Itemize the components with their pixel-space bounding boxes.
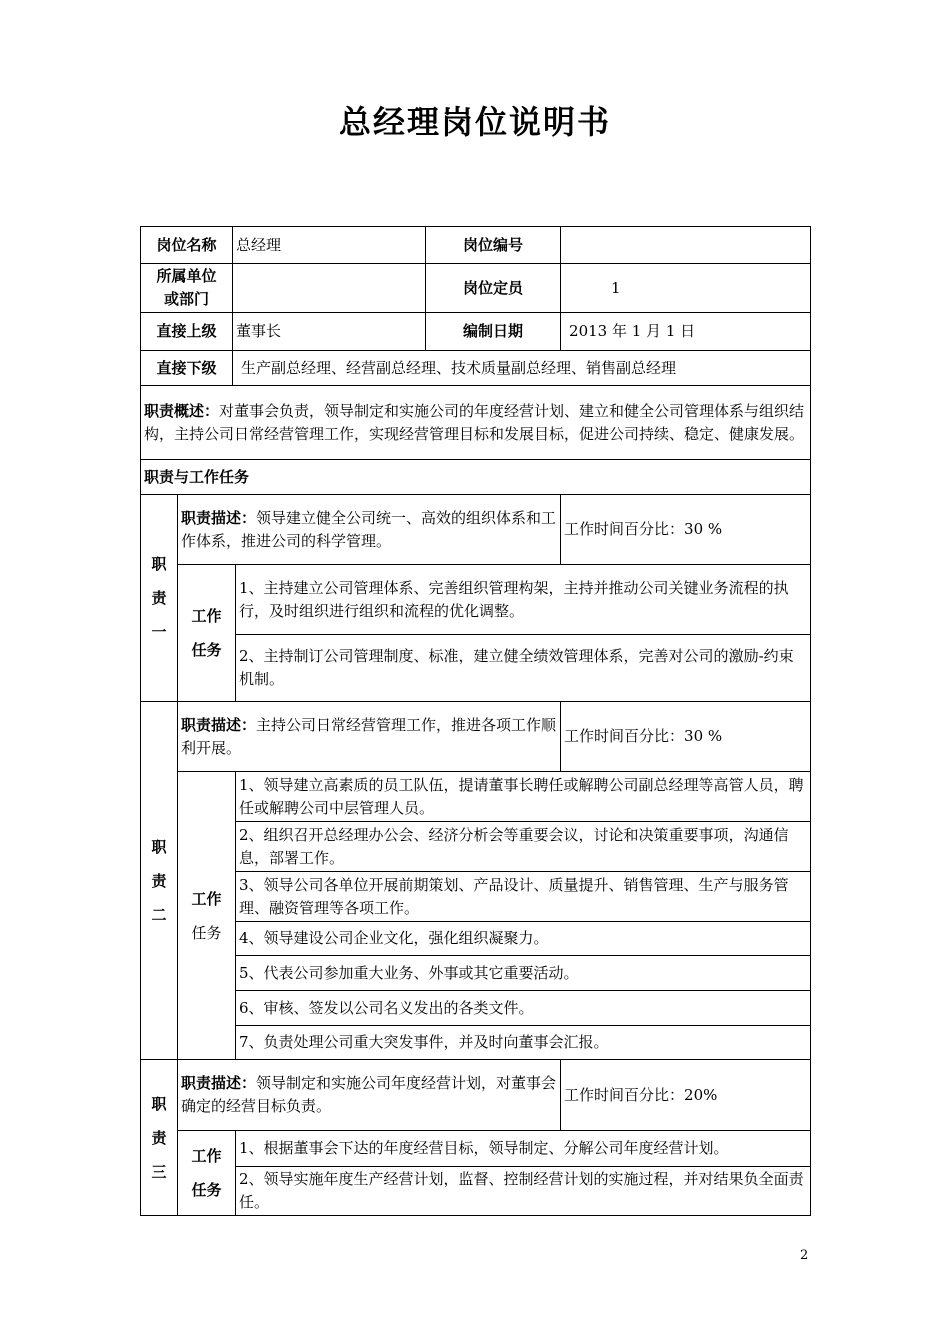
superior-value: 董事长 [233,313,426,351]
duty-1-desc-text: 领导建立健全公司统一、高效的组织体系和工作体系，推进公司的科学管理。 [181,508,557,550]
page-number: 2 [800,1248,809,1263]
duty-2-char: 二 [151,905,167,924]
duty-2-desc-label: 职责描述： [181,715,257,734]
duty-3-desc [178,1060,561,1131]
duty-1-percent: 工作时间百分比：30 % [561,495,811,565]
duty-2-char: 职 [151,837,167,856]
superior-label: 直接上级 [141,313,233,351]
overview-label: 职责概述： [144,401,220,420]
duty-2-task-label-line2: 任务 [191,923,222,942]
duty-3-task-label-line2: 任务 [191,1181,222,1199]
duty-1-char: 责 [151,589,167,607]
tasks-section-header: 职责与工作任务 [141,460,811,495]
duty-3-task-2: 2、领导实施年度生产经营计划，监督、控制经营计划的实施过程，并对结果负全面责任。 [236,1167,811,1216]
duty-3-label [141,1060,178,1216]
overview-cell [141,386,811,460]
duty-2-task-label [178,772,236,1060]
duty-3-percent: 工作时间百分比：20% [561,1060,811,1131]
duty-1-task-label-line2: 任务 [191,641,222,659]
post-name-label: 岗位名称 [141,227,233,264]
date-value: 2013 年 1 月 1 日 [561,313,811,351]
duty-3-task-label-line1: 工作 [191,1147,222,1165]
duty-1-label [141,495,178,702]
post-name-value: 总经理 [233,227,426,264]
duty-1-task-label-line1: 工作 [191,607,222,625]
duty-3-char: 责 [151,1128,167,1147]
duty-2-desc-text: 主持公司日常经营管理工作，推进各项工作顺利开展。 [181,715,557,757]
duty-1-task-label [178,565,236,702]
duty-2-task-1: 1、领导建立高素质的员工队伍，提请董事长聘任或解聘公司副总经理等高管人员，聘任或解聘公司中层管理人员。 [236,772,811,822]
duty-2-task-2: 2、组织召开总经理办公会、经济分析会等重要会议，讨论和决策重要事项，沟通信息，部署工作。 [236,822,811,872]
dept-label-line2: 或部门 [164,290,210,308]
headcount-value: 1 [561,264,811,313]
duty-1-task-1: 1、主持建立公司管理体系、完善组织管理构架，主持并推动公司关键业务流程的执行，及时组织进行组织和流程的优化调整。 [236,565,811,635]
duty-3-task-1: 1、根据董事会下达的年度经营目标，领导制定、分解公司年度经营计划。 [236,1131,811,1167]
duty-1-char: 职 [151,555,167,573]
job-description-table [140,226,811,1216]
duty-3-desc-text: 领导制定和实施公司年度经营计划，对董事会确定的经营目标负责。 [181,1074,557,1115]
duty-2-task-4: 4、领导建设公司企业文化，强化组织凝聚力。 [236,922,811,956]
duty-2-label [141,702,178,1060]
duty-3-task-label [178,1131,236,1216]
duty-2-task-7: 7、负责处理公司重大突发事件，并及时向董事会汇报。 [236,1026,811,1060]
duty-2-task-6: 6、审核、签发以公司名义发出的各类文件。 [236,991,811,1026]
duty-1-task-2: 2、主持制订公司管理制度、标准，建立健全绩效管理体系，完善对公司的激励-约束机制。 [236,635,811,702]
duty-2-task-5: 5、代表公司参加重大业务、外事或其它重要活动。 [236,956,811,991]
duty-2-percent: 工作时间百分比：30 % [561,702,811,772]
duty-2-task-label-line1: 工作 [191,889,222,908]
post-code-label: 岗位编号 [426,227,561,264]
dept-label-line1: 所属单位 [156,267,217,285]
post-code-value [561,227,811,264]
dept-value [233,264,426,313]
duty-2-desc [178,702,561,772]
page-title: 总经理岗位说明书 [338,103,611,141]
subordinate-label: 直接下级 [141,351,233,386]
duty-1-desc [178,495,561,565]
dept-label [141,264,233,313]
subordinate-value: 生产副总经理、经营副总经理、技术质量副总经理、销售副总经理 [233,351,811,386]
overview-text: 对董事会负责，领导制定和实施公司的年度经营计划、建立和健全公司管理体系与组织结构，主持公司日常经营管理工作，实现经营管理目标和发展目标，促进公司持续、稳定、健康发展。 [144,401,805,443]
duty-2-char: 责 [151,871,167,890]
duty-1-desc-label: 职责描述： [181,508,257,527]
duty-1-char: 一 [151,623,167,641]
headcount-label: 岗位定员 [426,264,561,313]
date-label: 编制日期 [426,313,561,351]
duty-3-char: 职 [151,1094,167,1113]
duty-2-task-3: 3、领导公司各单位开展前期策划、产品设计、质量提升、销售管理、生产与服务管理、融资管理等各项工作。 [236,872,811,922]
duty-3-desc-label: 职责描述： [181,1074,257,1092]
duty-3-char: 三 [151,1162,167,1181]
